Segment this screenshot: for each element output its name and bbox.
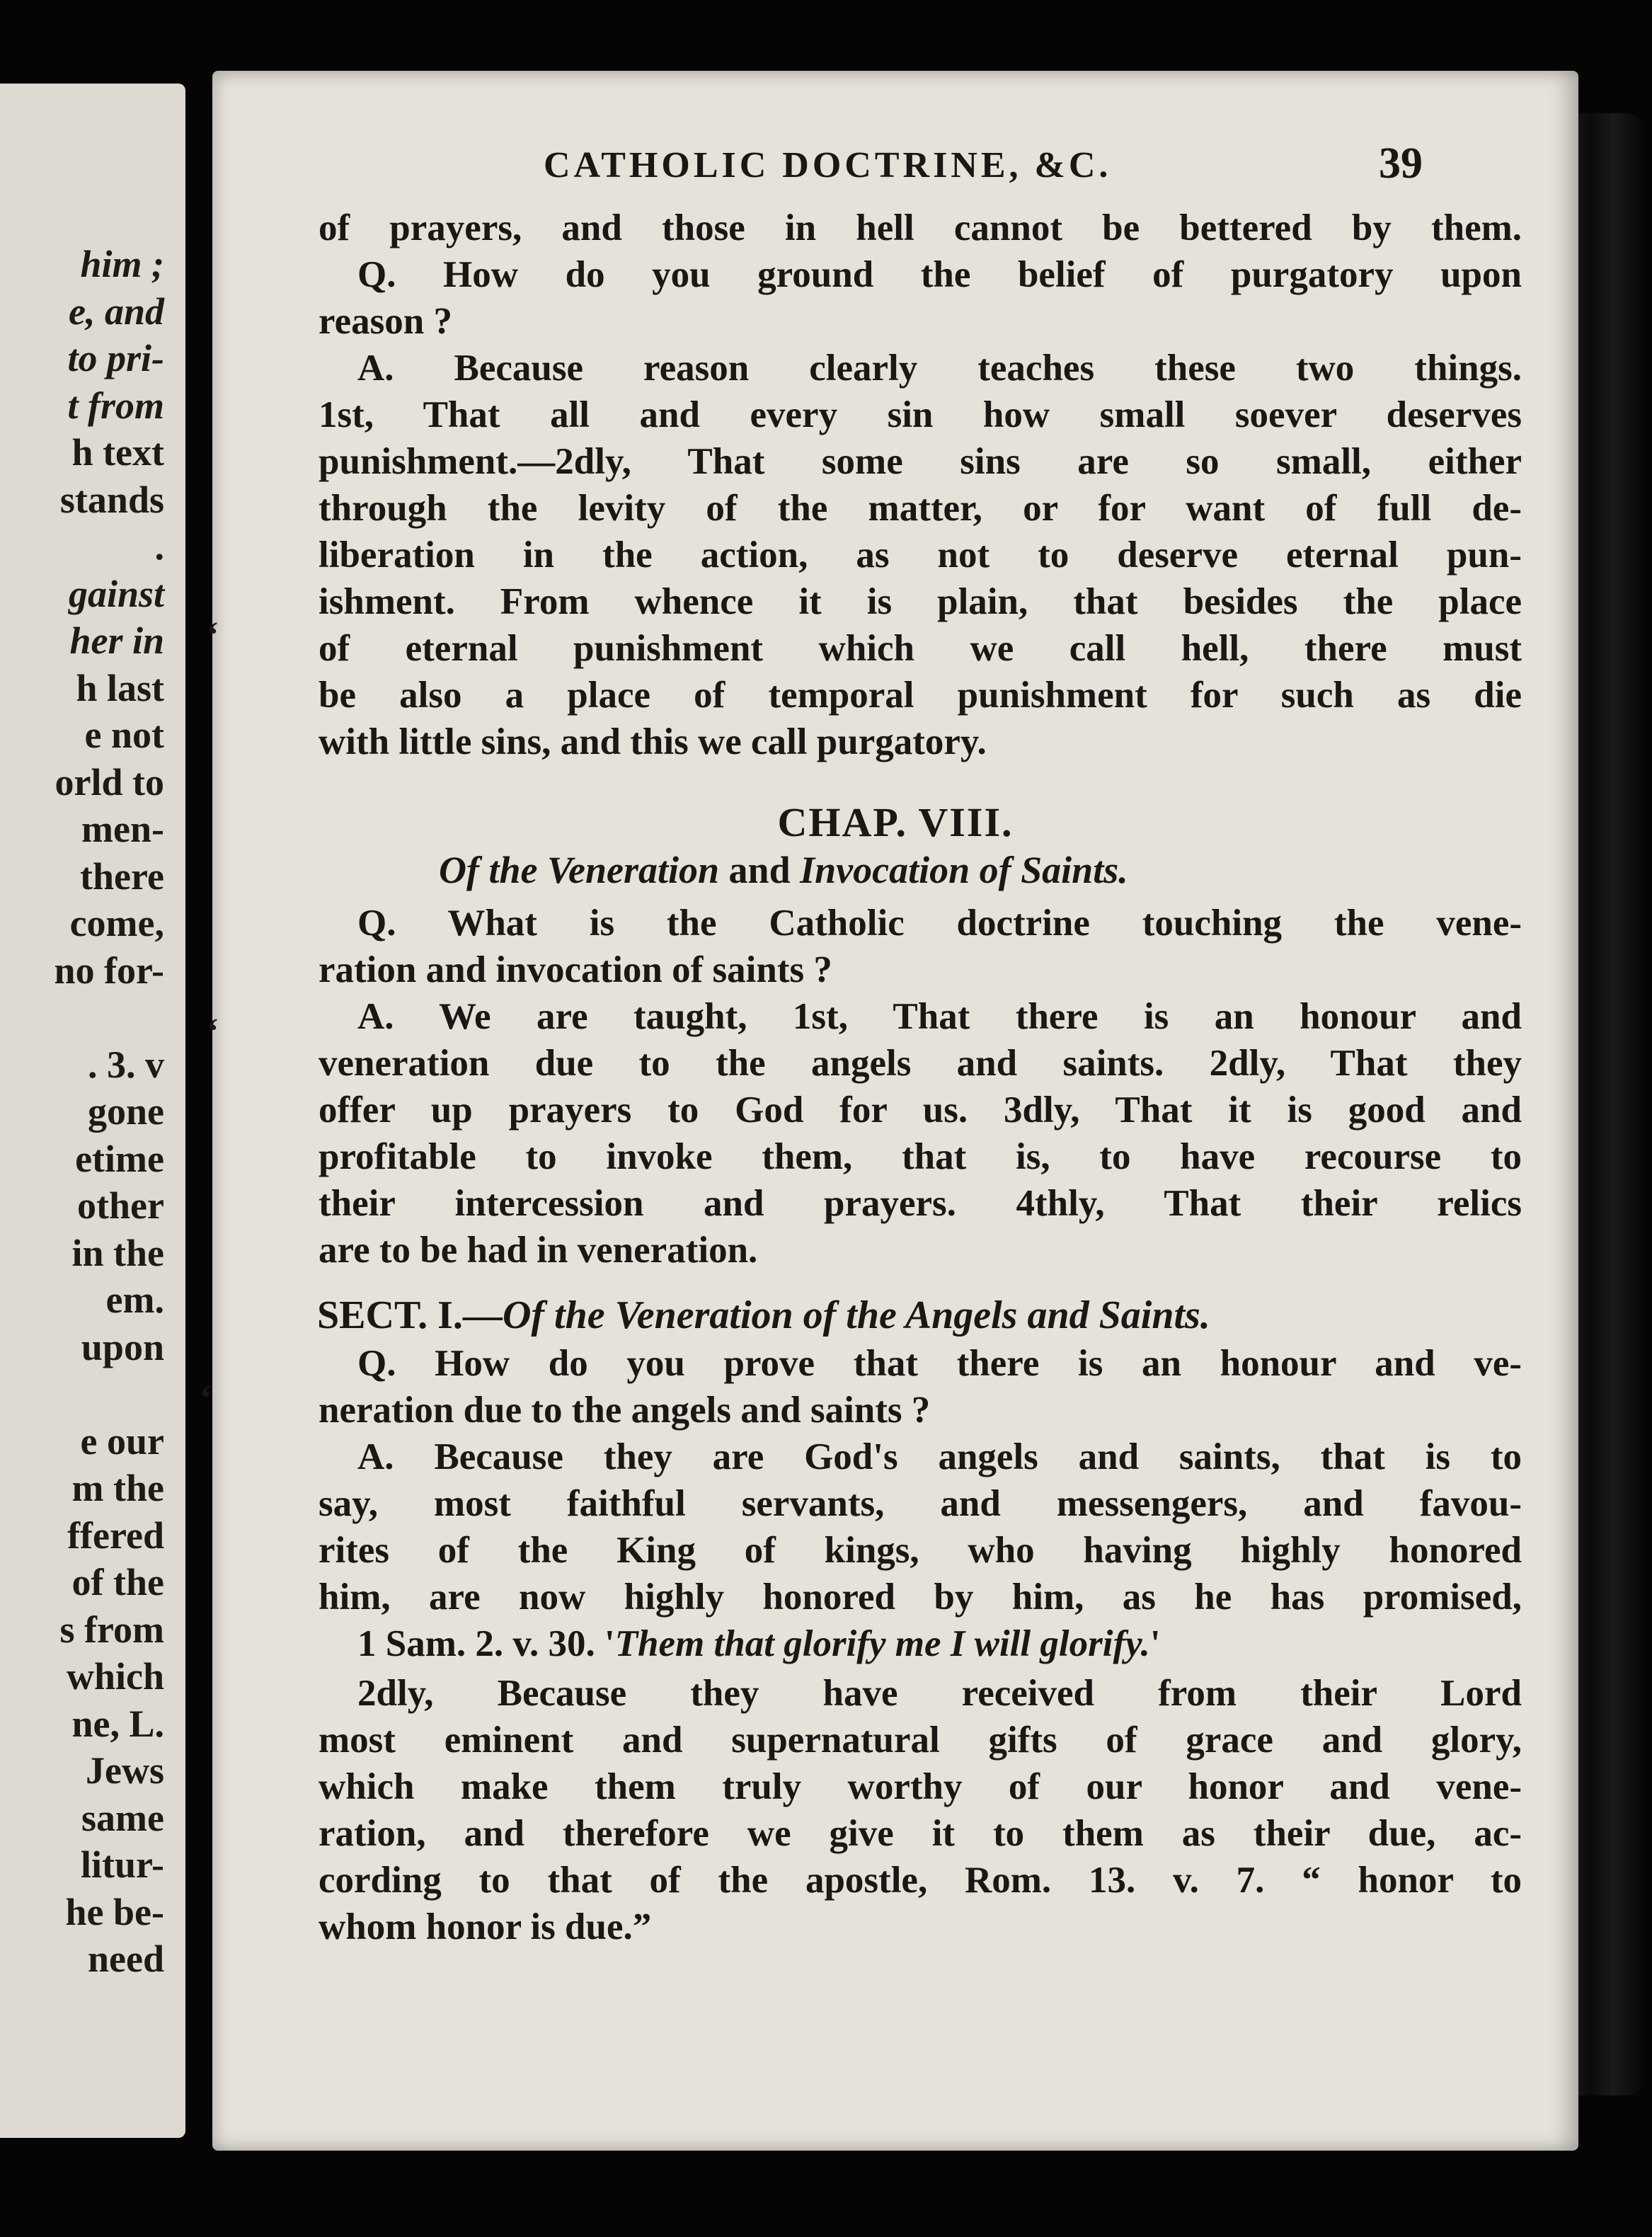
left-page-line: upon bbox=[81, 1325, 164, 1368]
left-page-line: etime bbox=[75, 1137, 164, 1180]
left-page-line: Jews bbox=[86, 1749, 164, 1792]
left-page-line: there bbox=[80, 854, 164, 898]
text-line: ration and invocation of saints ? bbox=[319, 949, 832, 990]
text-line: be also a place of temporal punishment for such as die bbox=[319, 675, 1522, 716]
text-line: reason ? bbox=[319, 301, 452, 342]
left-page-line: no for- bbox=[54, 949, 164, 992]
text-line: Q. How do you ground the belief of purgatory upon bbox=[357, 254, 1522, 295]
text-line: of prayers, and those in hell cannot be bettered by them. bbox=[319, 207, 1522, 248]
left-page-line: he be- bbox=[65, 1890, 164, 1933]
page-number: 39 bbox=[1379, 139, 1423, 188]
left-page-line: stands bbox=[59, 478, 164, 521]
quote-text: Them that glorify me I will glorify. bbox=[614, 1623, 1150, 1664]
left-page-line: ffered bbox=[67, 1514, 164, 1557]
quote-line bbox=[357, 1625, 1522, 1663]
text-line: veneration due to the angels and saints. 2dly, That they bbox=[319, 1043, 1522, 1084]
text-line: punishment.—2dly, That some sins are so small, either bbox=[319, 441, 1522, 482]
left-page-line: s from bbox=[59, 1608, 164, 1651]
chapter-subtitle-part1: Of the Veneration bbox=[439, 849, 720, 891]
text-line: Q. How do you prove that there is an honour and ve- bbox=[357, 1343, 1522, 1384]
text-line: neration due to the angels and saints ? bbox=[319, 1390, 931, 1431]
margin-mark: ‘ bbox=[207, 1012, 219, 1052]
left-page-line: need bbox=[88, 1938, 164, 1980]
left-page-line: e our bbox=[80, 1419, 164, 1463]
left-page-line: ne, L. bbox=[71, 1702, 164, 1745]
text-line: are to be had in veneration. bbox=[319, 1230, 758, 1271]
text-line: which make them truly worthy of our honor and vene- bbox=[319, 1766, 1522, 1807]
text-line: ishment. From whence it is plain, that besides the place bbox=[319, 581, 1522, 622]
margin-mark: ‘ bbox=[200, 1378, 212, 1419]
chapter-subtitle bbox=[439, 848, 1128, 892]
text-line: most eminent and supernatural gifts of grace and glory, bbox=[319, 1720, 1522, 1761]
chapter-subtitle-part2: and bbox=[719, 849, 801, 891]
left-page-line: her in bbox=[69, 619, 164, 662]
left-page-line: him ; bbox=[80, 243, 164, 285]
text-line: their intercession and prayers. 4thly, That their relics bbox=[319, 1183, 1522, 1224]
left-page-line: men- bbox=[81, 808, 164, 850]
text-line: ration, and therefore we give it to them as their due, ac- bbox=[319, 1813, 1522, 1854]
chapter-heading: CHAP. VIII. bbox=[777, 799, 1014, 845]
left-page-line: gone bbox=[88, 1090, 164, 1133]
text-line: offer up prayers to God for us. 3dly, That it is good and bbox=[319, 1089, 1522, 1131]
left-page-line: to pri- bbox=[67, 337, 164, 379]
section-heading bbox=[317, 1293, 1210, 1338]
left-page-line: e, and bbox=[69, 290, 164, 333]
text-line: A. We are taught, 1st, That there is an honour and bbox=[357, 996, 1522, 1037]
text-line: him, are now highly honored by him, as he has promised, bbox=[319, 1577, 1522, 1618]
text-line: 2dly, Because they have received from their Lord bbox=[357, 1673, 1522, 1714]
left-page-line: . bbox=[154, 525, 164, 568]
section-title: Of the Veneration of the Angels and Saints. bbox=[502, 1293, 1210, 1337]
left-page-line: which bbox=[66, 1655, 164, 1698]
text-line: of eternal punishment which we call hell, there must bbox=[319, 628, 1522, 669]
text-line: 1st, That all and every sin how small soever deserves bbox=[319, 394, 1522, 435]
left-page-line: other bbox=[77, 1184, 164, 1227]
chapter-subtitle-part3: Invocation of Saints. bbox=[800, 849, 1128, 891]
left-page-line: m the bbox=[71, 1467, 164, 1509]
book-page bbox=[200, 71, 1578, 2151]
margin-mark: ‘ bbox=[207, 615, 219, 656]
left-page-line: t from bbox=[67, 384, 164, 427]
left-page-line: h text bbox=[71, 431, 164, 474]
left-page-line: same bbox=[81, 1796, 164, 1839]
text-line: say, most faithful servants, and messengers, and favou- bbox=[319, 1483, 1522, 1524]
section-label: SECT. I.— bbox=[317, 1293, 503, 1337]
left-page-line: em. bbox=[105, 1278, 164, 1321]
text-line: whom honor is due.” bbox=[319, 1906, 652, 1947]
running-head: CATHOLIC DOCTRINE, &C. bbox=[544, 145, 1112, 185]
quote-close: ' bbox=[1149, 1623, 1161, 1664]
quote-reference: 1 Sam. 2. v. 30. ' bbox=[357, 1623, 615, 1664]
text-line: A. Because reason clearly teaches these two things. bbox=[357, 348, 1522, 389]
left-page-line: in the bbox=[71, 1231, 164, 1274]
left-page-line: of the bbox=[71, 1561, 164, 1603]
text-line: with little sins, and this we call purgatory. bbox=[319, 721, 987, 762]
text-line: liberation in the action, as not to deserve eternal pun- bbox=[319, 534, 1522, 576]
text-line: profitable to invoke them, that is, to have recourse to bbox=[319, 1136, 1522, 1177]
text-line: cording to that of the apostle, Rom. 13. v. 7. “ honor to bbox=[319, 1860, 1522, 1901]
left-page-line: orld to bbox=[55, 760, 164, 803]
text-line: Q. What is the Catholic doctrine touching the vene- bbox=[357, 903, 1522, 944]
left-page-line: h last bbox=[76, 666, 164, 709]
text-line: through the levity of the matter, or for want of full de- bbox=[319, 488, 1522, 529]
text-line: A. Because they are God's angels and saints, that is to bbox=[357, 1436, 1522, 1477]
left-page-fragment bbox=[0, 84, 185, 2138]
left-page-line: come, bbox=[69, 902, 164, 944]
left-page-line: e not bbox=[84, 714, 164, 756]
text-line: rites of the King of kings, who having highly honored bbox=[319, 1530, 1522, 1571]
left-page-line: gainst bbox=[68, 572, 164, 615]
left-page-line: litur- bbox=[81, 1843, 164, 1886]
left-page-line: . 3. v bbox=[88, 1043, 164, 1086]
